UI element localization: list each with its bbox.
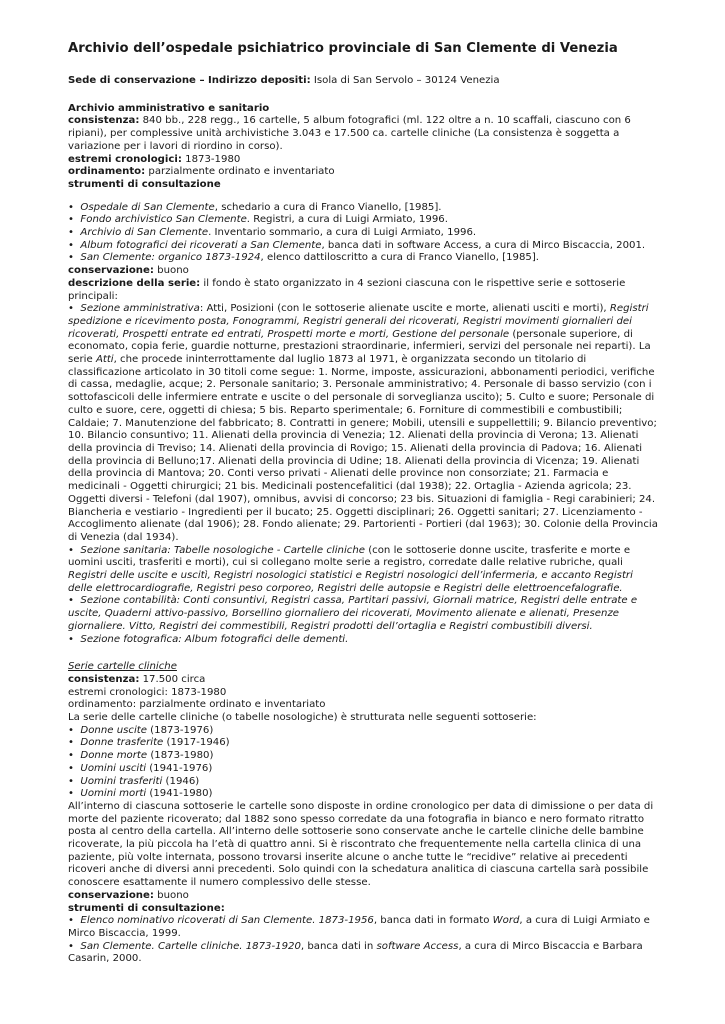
sezione-title: Sezione amministrativa <box>80 303 200 315</box>
sottoserie-title: Uomini usciti <box>80 762 147 774</box>
estremi-value: 1873-1980 <box>181 153 241 165</box>
strumento-text: , banca dati in <box>300 940 377 952</box>
strumento-title: Fondo archivistico San Clemente <box>80 214 247 226</box>
serie-intro: La serie delle cartelle cliniche (o tabelle nosologiche) è strutturata nelle seguenti sottoserie: <box>68 712 537 724</box>
strumento-text: , banca dati in formato <box>373 915 493 927</box>
ordinamento-value: parzialmente ordinato e inventariato <box>145 166 335 178</box>
sottoserie-title: Uomini trasferiti <box>80 775 163 787</box>
sottoserie-title: Donne trasferite <box>80 737 164 749</box>
strumento-text: , a cura di Luigi Armiato e Mirco Biscaccia, 1999. <box>68 915 650 939</box>
estremi-line <box>68 154 658 167</box>
document-title: Archivio dell’ospedale psichiatrico provinciale di San Clemente di Venezia <box>68 41 618 56</box>
descrizione-value: il fondo è stato organizzato in 4 sezioni ciascuna con le rispettive serie e sottoserie principali: <box>68 277 626 302</box>
serie-consistenza-line <box>68 674 658 687</box>
serie-strumento-item <box>68 941 658 966</box>
sezione-series: Atti <box>95 354 114 366</box>
serie-conservazione-label: conservazione: <box>68 889 154 901</box>
conservazione-label: conservazione: <box>68 265 154 277</box>
sezione-series: Registri delle uscite e uscitì, Registri nosologici statistici e Registri nosologici dell’infermeria, e accanto Registri delle elettrocardiografie, Registri peso corporeo, Registri delle autopsie e Registri delle elettroencefalografie. <box>68 570 633 594</box>
sezione-contabilita: • Sezione contabilità: Conti consuntivi, Registri cassa, Partitari passivi, Giornali matrice, Registri delle entrate e uscite, Quaderni attivo-passivo, Borsellino giornaliero dei ricoverati, Movimento alienate e alienati, Presenze giornaliere. Vitto, Registri dei commestibili, Registri prodotti dell’ortaglia e Registri combustibili diversi. <box>68 595 658 633</box>
serie-consistenza-label: consistenza: <box>68 673 140 685</box>
estremi-label: estremi cronologici: <box>68 153 182 165</box>
serie-strumento-item <box>68 915 658 940</box>
strumento-format: software Access <box>376 940 459 952</box>
sottoserie-title: Donne uscite <box>80 724 147 736</box>
consistenza-line <box>68 115 658 153</box>
conservazione-value: buono <box>153 265 189 277</box>
strumenti-heading: strumenti di consultazione <box>68 178 221 190</box>
document <box>68 40 658 966</box>
consistenza-value: 840 bb., 228 regg., 16 cartelle, 5 album fotografici (ml. 122 oltre a n. 10 scaffali, ciascuno con 6 ripiani), per complessive unità archivistiche 3.043 e 17.500 ca. cartelle cliniche (La consistenza è soggetta a variazione per i lavori di riordino in corso). <box>68 115 631 152</box>
sottoserie-dates: (1941-1980) <box>146 788 213 800</box>
strumento-item <box>68 227 658 240</box>
sezione-text: (con le sottoserie donne uscite, trasferite e morte e uomini usciti, trasferiti e morti), cui si collegano molte serie a registro, corredate dalle relative rubriche, quali <box>68 544 631 569</box>
sezione-title: Sezione sanitaria: Tabelle nosologiche - Cartelle cliniche <box>80 544 365 556</box>
sezione-fotografica: • Sezione fotografica: Album fotografici delle dementi. <box>68 634 658 647</box>
sottoserie-dates: (1873-1980) <box>147 750 214 762</box>
serie-strumenti-heading: strumenti di consultazione: <box>68 902 225 914</box>
serie-estremi-line: estremi cronologici: 1873-1980 <box>68 686 227 698</box>
strumento-title: San Clemente. Cartelle cliniche. 1873-1920 <box>80 940 301 952</box>
strumento-item <box>68 202 658 215</box>
strumento-item <box>68 252 658 265</box>
sezione-sanitaria <box>68 545 658 596</box>
sede-value: Isola di San Servolo – 30124 Venezia <box>310 75 500 86</box>
sottoserie-item <box>68 776 658 789</box>
strumento-format: Word <box>492 915 520 927</box>
sottoserie-item <box>68 750 658 763</box>
sezione-text: (personale superiore, di economato, copia ferie, guardie notturne, prestazioni straordinarie, infermieri, servizi del personale nei reparti). La serie <box>68 328 651 366</box>
serie-conservazione-value: buono <box>153 889 189 901</box>
ordinamento-label: ordinamento: <box>68 166 146 178</box>
sottoserie-dates: (1946) <box>162 775 200 787</box>
serie-conservazione-line <box>68 890 658 903</box>
strumento-text: , schedario a cura di Franco Vianello, [1985]. <box>214 201 442 213</box>
serie-consistenza-value: 17.500 circa <box>139 673 206 685</box>
strumento-text: , elenco dattiloscritto a cura di Franco Vianello, [1985]. <box>260 252 540 264</box>
serie-cartelle-heading: Serie cartelle cliniche <box>68 661 177 673</box>
sottoserie-title: Donne morte <box>80 750 148 762</box>
sezione-series: Registri spedizione e ricevimento posta, Fonogrammi, Registri generali dei ricoverati, Registri movimenti giornalieri dei ricoverati, Prospetti entrate ed entrati, Prospetti morte e morti, Gestione del personale <box>68 303 649 340</box>
conservazione-line <box>68 265 658 278</box>
sottoserie-item <box>68 763 658 776</box>
strumento-item <box>68 214 658 227</box>
strumento-text: , banca dati in software Access, a cura di Mirco Biscaccia, 2001. <box>321 239 646 251</box>
serie-ordinamento-line: ordinamento: parzialmente ordinato e inventariato <box>68 699 326 711</box>
sottoserie-item <box>68 725 658 738</box>
strumento-item <box>68 240 658 253</box>
descrizione-label: descrizione della serie: <box>68 277 201 289</box>
strumento-title: San Clemente: organico 1873-1924 <box>80 252 261 264</box>
sezione-amministrativa <box>68 303 658 544</box>
sezione-text: : Atti, Posizioni (con le sottoserie alienate uscite e morte, alienati usciti e morti), <box>199 303 610 315</box>
strumento-text: . Inventario sommario, a cura di Luigi Armiato, 1996. <box>208 227 477 239</box>
consistenza-label: consistenza: <box>68 115 140 127</box>
sottoserie-title: Uomini morti <box>80 788 147 800</box>
strumento-title: Ospedale di San Clemente <box>80 201 215 213</box>
strumento-title: Elenco nominativo ricoverati di San Clemente. 1873-1956 <box>80 915 374 927</box>
strumento-title: Album fotografici dei ricoverati a San Clemente <box>80 239 322 251</box>
ordinamento-line <box>68 166 658 179</box>
sottoserie-item <box>68 788 658 801</box>
strumento-title: Archivio di San Clemente <box>80 227 209 239</box>
sottoserie-item <box>68 737 658 750</box>
sede-line <box>68 75 658 88</box>
strumento-text: , a cura di Mirco Biscaccia e Barbara Casarin, 2000. <box>68 940 643 965</box>
sottoserie-dates: (1873-1976) <box>146 724 214 736</box>
archivio-heading: Archivio amministrativo e sanitario <box>68 102 270 114</box>
descrizione-line <box>68 278 658 303</box>
sezione-text: , che procede ininterrottamente dal luglio 1873 al 1971, è organizzata secondo un titolario di classificazione articolato in 30 titoli come segue: 1. Norme, imposte, assicurazioni, abbonamenti periodici, verifiche di cassa, medaglie, acque; 2. Personale sanitario; 3. Personale amministrativo; 4. Personale di basso servizio (con i sottofascicoli delle infermiere entrate e uscite o del personale di sorveglianza uscito); 5. Culto e suore; Personale di culto e suore, cere, oggetti di chiesa; 5 bis. Reparto sperimentale; 6. Forniture di commestibili e combustibili; Caldaie; 7. Manutenzione del fabbricato; 8. Contratti in genere; Mobili, utensili e suppellettili; 9. Bilancio preventivo; 10. Bilancio consuntivo; 11. Alienati della provincia di Venezia; 12. Alienati della provincia di Verona; 13. Alienati della provincia di Treviso; 14. Alienati della provincia di Rovigo; 15. Alienati della provincia di Padova; 16. Alienati della provincia di Belluno;17. Alienati della provincia di Udine; 18. Alienati della provincia di Vicenza; 19. Alienati della provincia di Mantova; 20. Conti verso privati - Alienati delle province non consorziate; 21. Farmacia e medicinali - Oggetti chirurgici; 21 bis. Medicinali postencefalitici (dal 1938); 22. Ortaglia - Azienda agricola; 23. Oggetti diversi - Telefoni (dal 1907), omnibus, avvisi di concorso; 23 bis. Situazioni di famiglia - Regi carabinieri; 24. Biancheria e vestiario - Ingredienti per il bucato; 25. Oggetti disciplinari; 26. Oggetti sanitari; 27. Licenziamento - Accoglimento alienate (dal 1906); 28. Fondo alienate; 29. Partorienti - Portieri (dal 1963); 30. Colonie della Provincia di Venezia (dal 1934). <box>68 354 658 543</box>
sede-label: Sede di conservazione – Indirizzo depositi: <box>68 75 311 86</box>
sottoserie-dates: (1941-1976) <box>146 762 213 774</box>
sottoserie-dates: (1917-1946) <box>163 737 230 749</box>
serie-paragraph: All’interno di ciascuna sottoserie le cartelle sono disposte in ordine cronologico per data di dimissione o per data di morte del paziente ricoverato; dal 1882 sono spesso corredate da una fotografia in bianco e nero formato ritratto posta al centro della cartella. All’interno delle sottoserie sono conservate anche le cartelle cliniche delle bambine ricoverate, la più piccola ha l’età di quattro anni. Si è riscontrato che frequentemente nella cartella clinica di una paziente, più volte internata, possono trovarsi inserite alcune o anche tutte le “recidive” relative ai precedenti ricoveri anche di diversi anni precedenti. Solo quindi con la schedatura analitica di ciascuna cartella sarà possibile conoscere esattamente il numero complessivo delle stesse. <box>68 800 654 889</box>
strumento-text: . Registri, a cura di Luigi Armiato, 1996. <box>246 214 448 226</box>
